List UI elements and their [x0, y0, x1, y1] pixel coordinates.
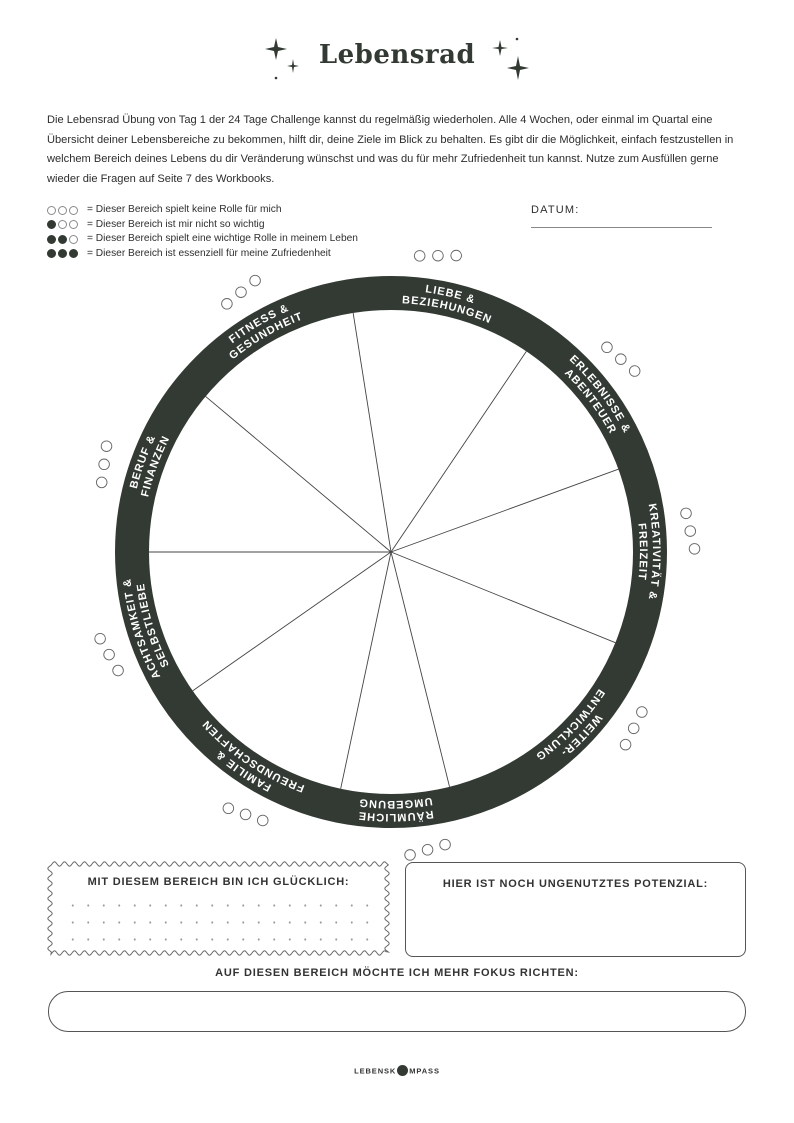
segment-label: ERLEBNISSE & — [566, 353, 633, 436]
segment-label: GESUNDHEIT — [227, 310, 305, 363]
focus-title: AUF DIESEN BEREICH MÖCHTE ICH MEHR FOKUS RICHTEN: — [215, 967, 579, 979]
brand-text-left: LEBENSK — [354, 1066, 397, 1076]
legend-text: = Dieser Bereich ist essenziell für meine Zufriedenheit — [87, 247, 331, 259]
rating-triple[interactable] — [222, 275, 261, 309]
rating-circle[interactable] — [629, 366, 640, 377]
segment-label: SELBSTLIEBE — [134, 581, 172, 670]
wheel-spoke — [193, 552, 391, 691]
page-title: Lebensrad — [318, 40, 476, 70]
rating-circle[interactable] — [240, 809, 251, 820]
wheel-spoke — [206, 396, 391, 552]
segment-label: RÄUMLICHE — [357, 807, 435, 824]
rating-circle[interactable] — [257, 815, 268, 826]
rating-circle[interactable] — [685, 526, 696, 537]
rating-circle[interactable] — [222, 298, 233, 309]
happy-area-title: MIT DIESEM BEREICH BIN ICH GLÜCKLICH: — [87, 876, 350, 888]
compass-icon — [397, 1065, 408, 1076]
rating-circle[interactable] — [637, 707, 648, 718]
legend-text: = Dieser Bereich spielt keine Rolle für mich — [87, 204, 282, 215]
segment-label: ACHTSAMKEIT & — [121, 577, 164, 681]
segment-label: KREATIVITÄT & — [645, 502, 663, 602]
segment-label: ABENTEUER — [562, 366, 619, 437]
rating-circle[interactable] — [681, 508, 692, 519]
rating-circle[interactable] — [104, 649, 115, 660]
rating-circles — [95, 250, 700, 860]
rating-circle[interactable] — [602, 342, 613, 353]
potential-box[interactable] — [405, 862, 746, 957]
brand-text-right: MPASS — [409, 1066, 440, 1076]
date-label: DATUM: — [531, 204, 580, 216]
happy-area-box[interactable] — [47, 861, 390, 956]
rating-circle[interactable] — [422, 844, 433, 855]
legend-text: = Dieser Bereich ist mir nicht so wichtig — [87, 218, 265, 230]
rating-circle[interactable] — [414, 251, 425, 262]
rating-circle[interactable] — [236, 287, 247, 298]
rating-circle[interactable] — [223, 803, 234, 814]
rating-circle[interactable] — [405, 850, 416, 861]
wheel-spoke — [341, 552, 391, 789]
legend-text: = Dieser Bereich spielt eine wichtige Rolle in meinem Leben — [87, 233, 358, 244]
rating-circle[interactable] — [96, 477, 107, 488]
rating-triple[interactable] — [602, 342, 640, 376]
segment-label: UMGEBUNG — [357, 794, 434, 811]
wheel-spoke — [391, 552, 450, 787]
segment-label: BEZIEHUNGEN — [401, 294, 494, 327]
intro-text: Die Lebensrad Übung von Tag 1 der 24 Tage Challenge kannst du regelmäßig wiederholen. Alle 4 Wochen, oder einmal im Quartal eine Übersicht deiner Lebensbereiche zu bekommen, hilft dir, deine Ziele im Blick zu behalten. Es gibt dir die Möglichkeit, einfach festzustellen in welchem Bereich deines Lebens du dir Veränderung wünschst und was du für mehr Zufriedenheit tun kannst. Nutze zum Ausfüllen gerne wieder die Fragen auf Seite 7 des Workbooks. — [47, 114, 734, 185]
rating-circle[interactable] — [689, 544, 700, 555]
rating-triple[interactable] — [223, 803, 268, 826]
rating-triple[interactable] — [414, 250, 461, 261]
rating-circle[interactable] — [99, 459, 110, 470]
rating-triple[interactable] — [681, 508, 700, 554]
wheel-spoke — [353, 313, 391, 552]
wheel-spoke — [391, 469, 618, 552]
rating-circle[interactable] — [101, 441, 112, 452]
segment-label: FREIZEIT — [635, 522, 650, 582]
rating-circle[interactable] — [620, 739, 631, 750]
segment-label: BERUF & — [127, 432, 159, 490]
segment-label: FITNESS & — [226, 302, 292, 346]
rating-circle[interactable] — [95, 633, 106, 644]
brand-logo — [0, 1066, 794, 1077]
dot-grid — [65, 897, 375, 947]
rating-circle[interactable] — [628, 723, 639, 734]
wheel-spoke — [391, 351, 526, 552]
rating-circle[interactable] — [433, 250, 444, 261]
segment-label: ENTWICKLUNG — [532, 686, 607, 763]
focus-input-box[interactable] — [48, 991, 746, 1032]
rating-circle[interactable] — [113, 665, 124, 676]
potential-title: HIER IST NOCH UNGENUTZTES POTENZIAL: — [442, 878, 709, 890]
segment-label: FREUNDSCHAFTEN — [199, 717, 307, 795]
rating-triple[interactable] — [405, 839, 451, 860]
segment-label: WEITER- — [557, 711, 605, 760]
rating-triple[interactable] — [96, 441, 111, 488]
wheel-spokes — [149, 313, 618, 789]
wheel-spoke — [391, 552, 615, 643]
segment-label: LIEBE & — [424, 283, 478, 307]
rating-triple[interactable] — [620, 707, 647, 750]
rating-triple[interactable] — [95, 633, 124, 675]
segment-label: FAMILIE & — [213, 747, 274, 794]
rating-circle[interactable] — [616, 354, 627, 365]
rating-circle[interactable] — [451, 250, 462, 261]
rating-circle[interactable] — [440, 839, 451, 850]
rating-circle[interactable] — [250, 275, 261, 286]
segment-label: FINANZEN — [139, 433, 173, 499]
